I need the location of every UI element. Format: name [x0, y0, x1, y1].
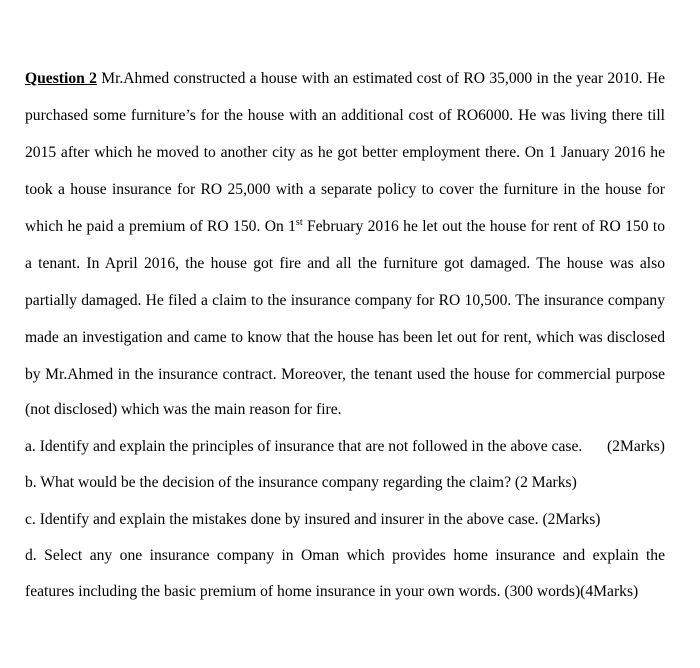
paragraph-line-4: took a house insurance for RO 25,000 with a separate policy to cover the furniture in the house for — [25, 181, 665, 198]
paragraph-line-5-b: February 2016 he let out the house for rent of RO 150 to — [302, 218, 665, 235]
paragraph-line-5 — [25, 217, 665, 237]
paragraph-line-6: a tenant. In April 2016, the house got fire and all the furniture got damaged. The house was also — [25, 255, 665, 272]
question-label: Question 2 — [25, 70, 97, 87]
part-c: c. Identify and explain the mistakes done by insured and insurer in the above case. (2Marks) — [25, 511, 601, 528]
part-d-line-2: features including the basic premium of home insurance in your own words. (300 words)(4Marks) — [25, 583, 639, 600]
part-a — [25, 437, 665, 457]
ordinal-suffix: st — [295, 216, 303, 228]
part-d-line-1: d. Select any one insurance company in Oman which provides home insurance and explain the — [25, 547, 665, 564]
paragraph-line-9: by Mr.Ahmed in the insurance contract. Moreover, the tenant used the house for commercial purpose — [25, 366, 665, 383]
paragraph-line-1 — [25, 69, 665, 89]
paragraph-line-10: (not disclosed) which was the main reason for fire. — [25, 401, 342, 418]
paragraph-line-3: 2015 after which he moved to another city as he got better employment there. On 1 January 2016 he — [25, 144, 665, 161]
paragraph-line-5-a: which he paid a premium of RO 150. On 1 — [25, 218, 296, 235]
paragraph-line-2: purchased some furniture’s for the house with an additional cost of RO6000. He was living there till — [25, 107, 665, 124]
paragraph-line-1-text: Mr.Ahmed constructed a house with an estimated cost of RO 35,000 in the year 2010. He — [101, 70, 666, 87]
part-a-marks: (2Marks) — [606, 438, 665, 455]
part-b: b. What would be the decision of the insurance company regarding the claim? (2 Marks) — [25, 474, 577, 491]
paragraph-line-7: partially damaged. He filed a claim to the insurance company for RO 10,500. The insurance company — [25, 292, 665, 309]
part-a-text: a. Identify and explain the principles of insurance that are not followed in the above case. — [25, 438, 583, 455]
paragraph-line-8: made an investigation and came to know that the house has been let out for rent, which was disclosed — [25, 329, 665, 346]
